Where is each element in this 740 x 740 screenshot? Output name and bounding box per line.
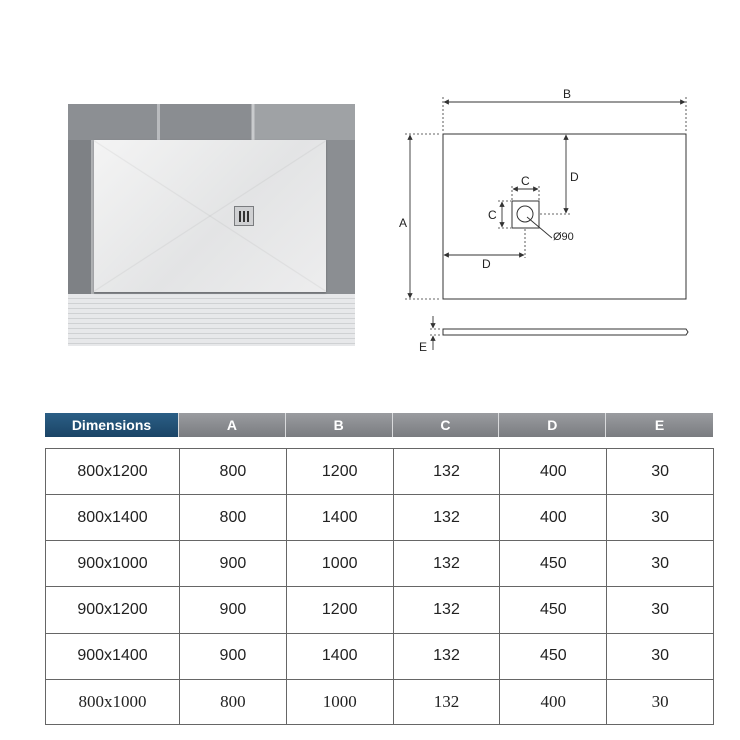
cell-b: 1400 [286,495,393,541]
cell-b: 1200 [286,587,393,633]
cell-a: 800 [180,679,287,724]
cell-e: 30 [607,495,714,541]
cell-d: 450 [500,587,607,633]
table-row [46,495,714,541]
cell-b: 1400 [286,633,393,679]
cell-d: 400 [500,449,607,495]
dimension-b-label: B [563,87,572,101]
dimension-d-vertical-label: D [570,170,579,184]
cell-e: 30 [607,449,714,495]
cell-c: 132 [393,495,500,541]
header-e: E [654,417,665,433]
cell-a: 800 [180,449,287,495]
cell-b: 1000 [286,541,393,587]
cell-dimensions: 900x1400 [46,633,180,679]
header-c: C [393,413,500,437]
dimension-a-label: A [399,216,408,230]
table-row [46,633,714,679]
table-row [46,679,714,724]
table-row [46,587,714,633]
cell-c: 132 [393,587,500,633]
dimension-e-label: E [419,340,428,354]
cell-a: 900 [180,541,287,587]
cell-e: 30 [607,679,714,724]
cell-a: 900 [180,633,287,679]
cell-dimensions: 900x1000 [46,541,180,587]
cell-e: 30 [607,633,714,679]
cell-a: 800 [180,495,287,541]
cell-c: 132 [393,541,500,587]
table-row [46,449,714,495]
cell-b: 1000 [286,679,393,724]
cell-dimensions: 800x1400 [46,495,180,541]
cell-e: 30 [607,587,714,633]
cell-d: 450 [500,541,607,587]
cell-d: 400 [500,495,607,541]
cell-dimensions: 900x1200 [46,587,180,633]
header-a: A [179,413,286,437]
table-header [45,413,713,437]
cell-c: 132 [393,679,500,724]
cell-dimensions: 800x1000 [46,679,180,724]
cell-d: 450 [500,633,607,679]
dimensions-table [45,448,714,725]
tray-profile [443,329,688,335]
header-d: D [499,413,606,437]
cell-c: 132 [393,633,500,679]
header-dimensions: Dimensions [45,413,179,437]
cell-dimensions: 800x1200 [46,449,180,495]
cell-c: 132 [393,449,500,495]
tray-outline [443,134,686,299]
diameter-label: Ø90 [553,231,574,243]
cell-d: 400 [500,679,607,724]
cell-e: 30 [607,541,714,587]
dimension-c-top-label: C [521,174,530,188]
dimension-c-left-label: C [488,208,497,222]
dimension-d-horizontal-label: D [482,257,491,271]
table-row [46,541,714,587]
header-b: B [286,413,393,437]
cell-a: 900 [180,587,287,633]
cell-b: 1200 [286,449,393,495]
